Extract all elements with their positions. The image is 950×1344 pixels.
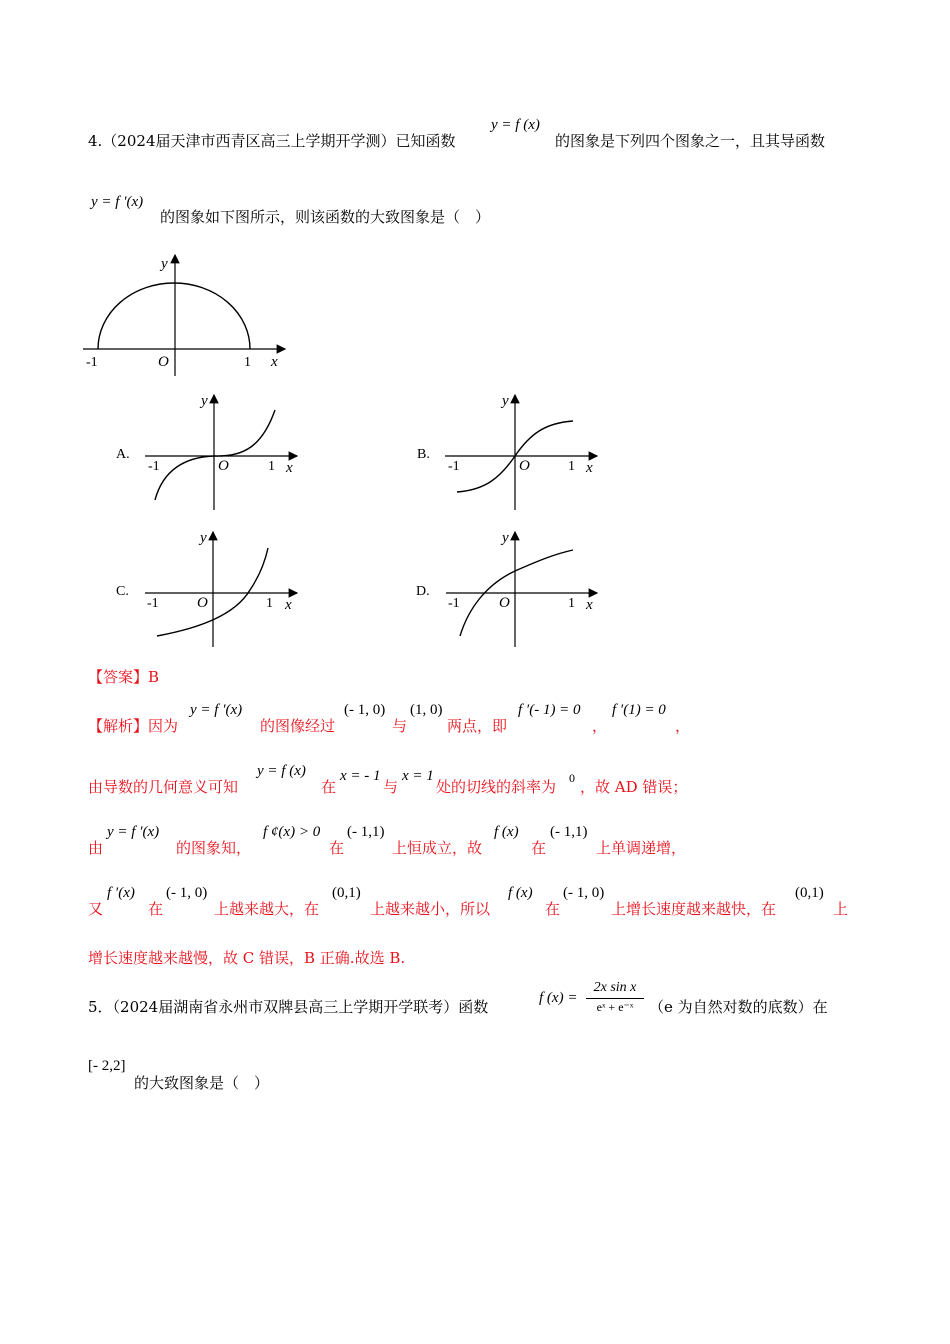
option-c-one-label: 1 [266, 596, 273, 611]
option-d-neg1-label: -1 [448, 596, 460, 611]
analysis-l1-c: 与 [392, 717, 408, 735]
option-a-x-label: x [286, 460, 293, 476]
analysis-l1-m2: (- 1, 0) [344, 702, 386, 718]
option-b-y-label: y [502, 393, 509, 409]
q5-suffix: （e 为自然对数的底数）在 [649, 998, 828, 1016]
analysis-l4-m4: f (x) [508, 885, 533, 901]
option-a-curve [155, 410, 275, 500]
analysis-l4-g: 上 [833, 900, 849, 918]
option-a-y-label: y [201, 393, 208, 409]
q4-line2-math: y = f ′(x) [91, 194, 144, 210]
analysis-l5: 增长速度越来越慢，故 C 错误，B 正确.故选 B. [88, 949, 406, 967]
analysis-l1-a: 【解析】因为 [88, 717, 179, 735]
analysis-l2-m4: 0 [569, 771, 575, 785]
analysis-l2-m3: x = 1 [402, 768, 434, 784]
analysis-l2-c: 与 [383, 778, 399, 796]
option-b-one-label: 1 [568, 459, 575, 474]
analysis-l1-m5: f ′(1) = 0 [612, 702, 666, 718]
main-x-label: x [271, 354, 278, 370]
analysis-l1-m1: y = f ′(x) [190, 702, 243, 718]
analysis-l3-m1: y = f ′(x) [107, 824, 160, 840]
analysis-l3-a: 由 [88, 839, 104, 857]
q5-math-fx: f (x) = [539, 990, 578, 1006]
q5-interval: [- 2,2] [88, 1058, 126, 1074]
q4-prefix: 4.（2024届天津市西青区高三上学期开学测）已知函数 [88, 132, 456, 150]
analysis-l4-m6: (0,1) [795, 885, 824, 901]
analysis-l4-b: 在 [148, 900, 164, 918]
q5-denominator: eˣ + e⁻ˣ [596, 1000, 634, 1014]
option-d-label: D. [416, 584, 430, 599]
main-semicircle-curve [98, 283, 250, 349]
option-b-neg1-label: -1 [448, 459, 460, 474]
q5-numerator: 2x sin x [593, 980, 637, 995]
analysis-l1-b: 的图像经过 [260, 717, 336, 735]
analysis-l4-m3: (0,1) [332, 885, 361, 901]
analysis-l3-m5: (- 1,1) [550, 824, 588, 840]
option-b-x-label: x [586, 460, 593, 476]
option-d-y-label: y [502, 530, 509, 546]
analysis-l4-a: 又 [88, 900, 104, 918]
option-a-label: A. [116, 447, 130, 462]
main-one-label: 1 [244, 355, 251, 370]
analysis-l2-a: 由导数的几何意义可知 [88, 778, 239, 796]
option-b-label: B. [417, 447, 430, 462]
option-c-label: C. [116, 584, 129, 599]
analysis-l1-m4: f ′(- 1) = 0 [518, 702, 581, 718]
option-c-neg1-label: -1 [147, 596, 159, 611]
q4-suffix: 的图象是下列四个图象之一，且其导函数 [555, 132, 826, 150]
analysis-l3-b: 的图象知， [176, 839, 252, 857]
analysis-l4-m2: (- 1, 0) [166, 885, 208, 901]
analysis-l2-b: 在 [321, 778, 337, 796]
analysis-l2-m1: y = f (x) [257, 763, 306, 779]
option-d-one-label: 1 [568, 596, 575, 611]
analysis-l1-e: ， [592, 717, 608, 735]
q5-line2: 的大致图象是（ ） [134, 1074, 270, 1092]
analysis-l4-d: 上越来越小，所以 [370, 900, 491, 918]
analysis-l3-m3: (- 1,1) [347, 824, 385, 840]
main-y-label: y [161, 256, 168, 272]
option-a-one-label: 1 [268, 459, 275, 474]
analysis-l4-m5: (- 1, 0) [563, 885, 605, 901]
analysis-l2-e: ，故 AD 错误； [580, 778, 688, 796]
option-d-origin-label: O [499, 595, 510, 611]
option-c-origin-label: O [197, 595, 208, 611]
q4-math-fx: y = f (x) [491, 117, 540, 133]
analysis-l1-f: ， [675, 717, 691, 735]
main-origin-label: O [158, 354, 169, 370]
q5-fraction [586, 979, 644, 1014]
analysis-l2-m2: x = - 1 [340, 768, 381, 784]
analysis-l2-d: 处的切线的斜率为 [436, 778, 557, 796]
q5-prefix: 5．（2024届湖南省永州市双牌县高三上学期开学联考）函数 [88, 998, 489, 1016]
analysis-l1-m3: (1, 0) [410, 702, 443, 718]
option-a-origin-label: O [218, 458, 229, 474]
analysis-l3-c: 在 [329, 839, 345, 857]
q5-fraction-bar [586, 998, 644, 999]
analysis-l3-e: 在 [531, 839, 547, 857]
option-d-x-label: x [586, 597, 593, 613]
q4-line2-text: 的图象如下图所示，则该函数的大致图象是（ ） [160, 208, 491, 226]
analysis-l3-d: 上恒成立，故 [392, 839, 483, 857]
option-c-y-label: y [200, 530, 207, 546]
answer-label: 【答案】B [88, 668, 160, 686]
analysis-l3-f: 上单调递增， [596, 839, 687, 857]
option-c-x-label: x [285, 597, 292, 613]
analysis-l3-m2: f ¢(x) > 0 [263, 824, 321, 840]
analysis-l4-m1: f ′(x) [107, 885, 135, 901]
analysis-l4-f: 上增长速度越来越快，在 [611, 900, 777, 918]
main-neg1-label: -1 [86, 355, 98, 370]
option-a-neg1-label: -1 [148, 459, 160, 474]
analysis-l1-d: 两点，即 [447, 717, 508, 735]
analysis-l4-c: 上越来越大，在 [214, 900, 320, 918]
analysis-l3-m4: f (x) [494, 824, 519, 840]
option-b-origin-label: O [519, 458, 530, 474]
analysis-l4-e: 在 [545, 900, 561, 918]
